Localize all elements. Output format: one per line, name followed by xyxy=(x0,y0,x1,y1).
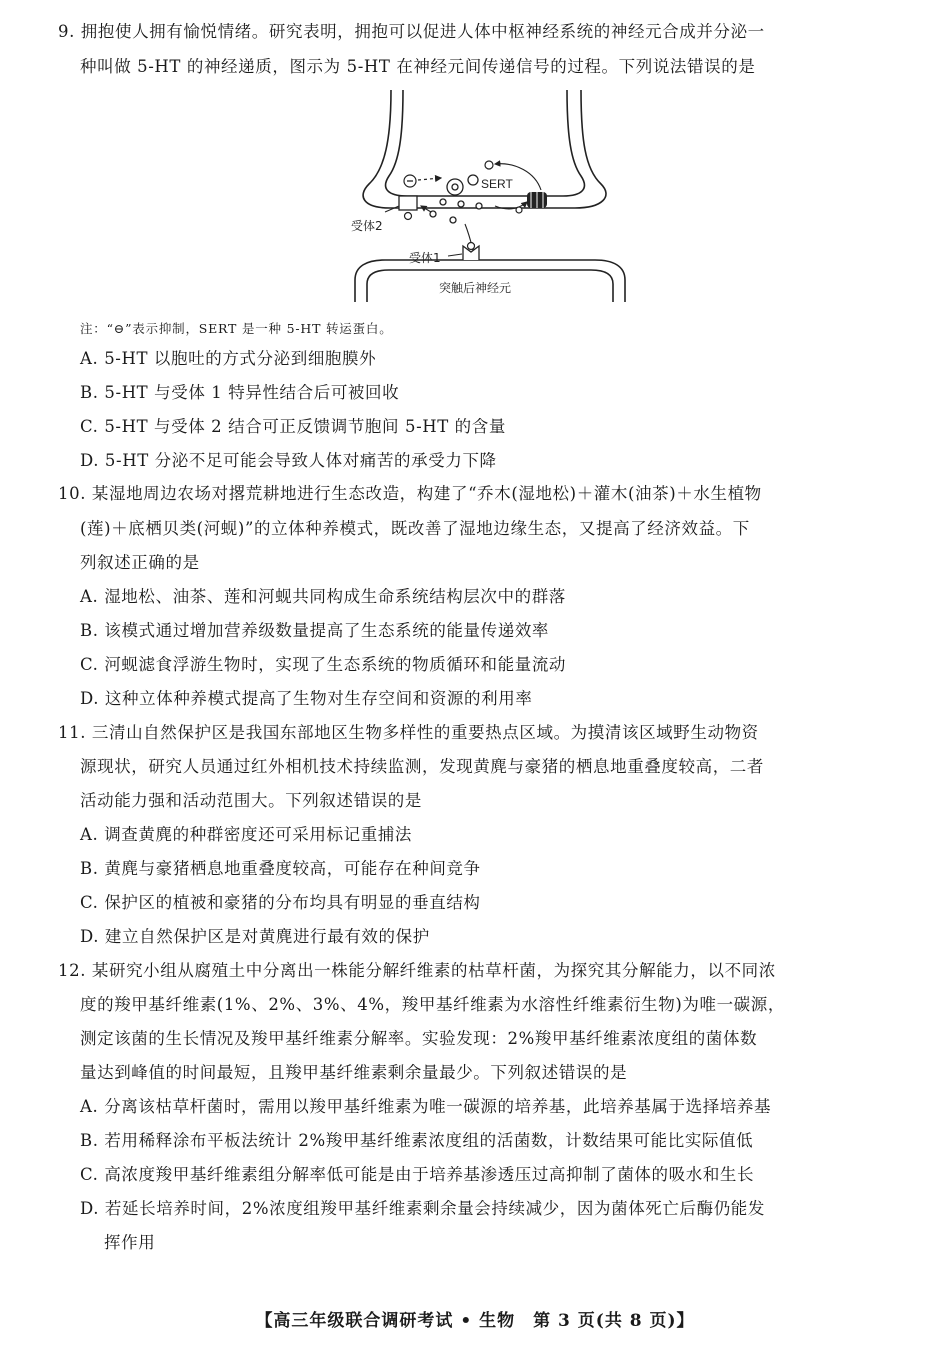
q11-option-d: D. 建立自然保护区是对黄麂进行最有效的保护 xyxy=(80,927,430,946)
q12-option-c: C. 高浓度羧甲基纤维素组分解率低可能是由于培养基渗透压过高抑制了菌体的吸水和生长 xyxy=(80,1165,755,1184)
q12-option-d-continuation: 挥作用 xyxy=(104,1233,156,1252)
q12-option-d: D. 若延长培养时间，2%浓度组羧甲基纤维素剩余量会持续减少，因为菌体死亡后酶仍能发 xyxy=(80,1199,766,1218)
inhibit-arrow xyxy=(418,178,441,180)
q10-option-d: D. 这种立体种养模式提高了生物对生存空间和资源的利用率 xyxy=(80,689,533,708)
receptor-1 xyxy=(463,243,479,261)
q12-option-b: B. 若用稀释涂布平板法统计 2%羧甲基纤维素浓度组的活菌数，计数结果可能比实际值低 xyxy=(80,1131,754,1150)
q10-stem-line-2: (莲)＋底栖贝类(河蚬)”的立体种养模式，既改善了湿地边缘生态，又提高了经济效益。下 xyxy=(80,519,750,538)
q10-option-b: B. 该模式通过增加营养级数量提高了生态系统的能量传递效率 xyxy=(80,621,550,640)
q12-stem-line-3: 测定该菌的生长情况及羧甲基纤维素分解率。实验发现：2%羧甲基纤维素浓度组的菌体数 xyxy=(80,1029,758,1048)
q9-stem-line-2: 种叫做 5-HT 的神经递质，图示为 5-HT 在神经元间传递信号的过程。下列说法错误的是 xyxy=(80,57,756,76)
q9-option-a: A. 5-HT 以胞吐的方式分泌到细胞膜外 xyxy=(80,349,377,368)
q9-stem-line-1: 9. 拥抱使人拥有愉悦情绪。研究表明，拥抱可以促进人体中枢神经系统的神经元合成并分泌一 xyxy=(58,22,765,41)
q11-option-c: C. 保护区的植被和豪猪的分布均具有明显的垂直结构 xyxy=(80,893,481,912)
q9-option-c: C. 5-HT 与受体 2 结合可正反馈调节胞间 5-HT 的含量 xyxy=(80,417,506,436)
q11-stem-line-2: 源现状，研究人员通过红外相机技术持续监测，发现黄麂与豪猪的栖息地重叠度较高，二者 xyxy=(80,757,764,776)
q9-note: 注：“⊖”表示抑制，SERT 是一种 5-HT 转运蛋白。 xyxy=(80,321,393,336)
q12-option-a: A. 分离该枯草杆菌时，需用以羧甲基纤维素为唯一碳源的培养基，此培养基属于选择培养基 xyxy=(80,1097,772,1116)
q12-stem-line-2: 度的羧甲基纤维素(1%、2%、3%、4%，羧甲基纤维素为水溶性纤维素衍生物)为唯一碳源， xyxy=(80,995,785,1014)
receptor-2-label: 受体2 xyxy=(351,219,383,233)
q11-option-b: B. 黄麂与豪猪栖息地重叠度较高，可能存在种间竞争 xyxy=(80,859,481,878)
q11-stem-line-3: 活动能力强和活动范围大。下列叙述错误的是 xyxy=(80,791,422,810)
receptor-2 xyxy=(399,196,417,220)
postsynaptic-label: 突触后神经元 xyxy=(439,281,512,295)
q10-stem-line-1: 10. 某湿地周边农场对撂荒耕地进行生态改造，构建了“乔木(湿地松)＋灌木(油茶)＋水生植物 xyxy=(58,484,762,503)
q11-option-a: A. 调查黄麂的种群密度还可采用标记重捕法 xyxy=(80,825,413,844)
q10-option-a: A. 湿地松、油茶、莲和河蚬共同构成生命系统结构层次中的群落 xyxy=(80,587,566,606)
synapse-diagram xyxy=(345,84,635,306)
page-footer: 【高三年级联合调研考试 • 生物 第 3 页(共 8 页)】 xyxy=(255,1311,695,1331)
q9-option-b: B. 5-HT 与受体 1 特异性结合后可被回收 xyxy=(80,383,400,402)
q11-stem-line-1: 11. 三清山自然保护区是我国东部地区生物多样性的重要热点区域。为摸清该区域野生动物资 xyxy=(58,723,759,742)
q12-stem-line-4: 量达到峰值的时间最短，且羧甲基纤维素剩余量最少。下列叙述错误的是 xyxy=(80,1063,628,1082)
q12-stem-line-1: 12. 某研究小组从腐殖土中分离出一株能分解纤维素的枯草杆菌，为探究其分解能力，以不同浓 xyxy=(58,961,776,980)
receptor-1-label: 受体1 xyxy=(409,251,441,265)
q9-option-d: D. 5-HT 分泌不足可能会导致人体对痛苦的承受力下降 xyxy=(80,451,497,470)
q10-option-c: C. 河蚬滤食浮游生物时，实现了生态系统的物质循环和能量流动 xyxy=(80,655,567,674)
sert-transporter xyxy=(527,192,547,208)
q10-stem-line-3: 列叙述正确的是 xyxy=(80,553,200,572)
vesicles xyxy=(430,175,482,223)
sert-label: SERT xyxy=(481,177,513,191)
